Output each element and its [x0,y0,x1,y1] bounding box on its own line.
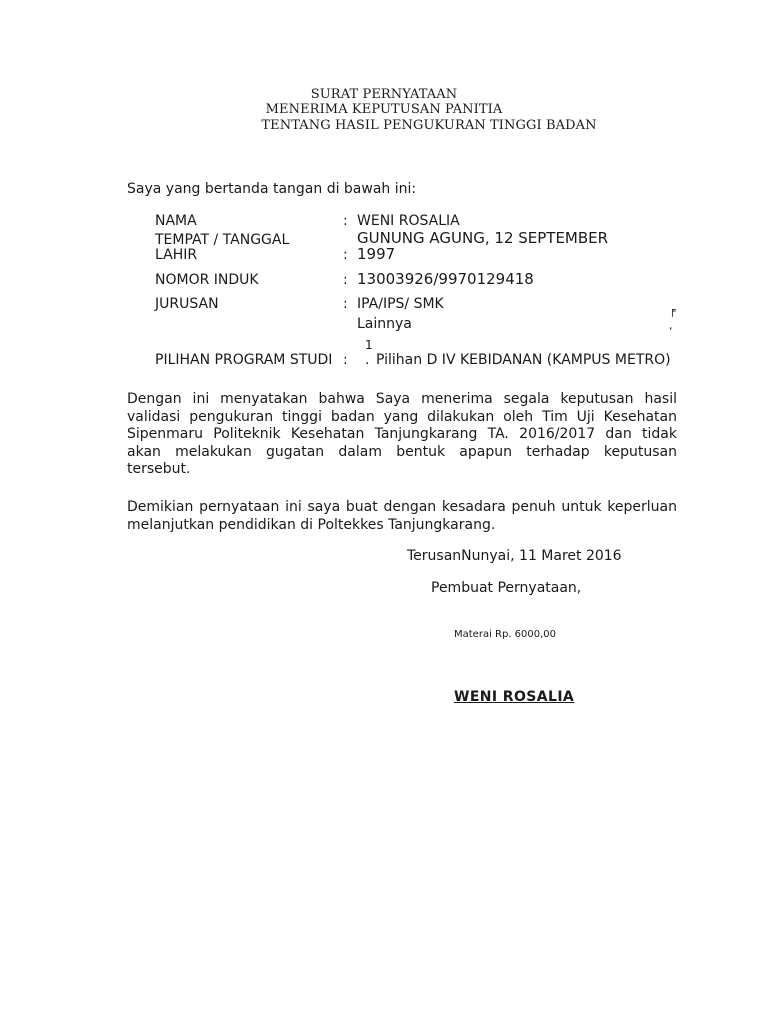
colon-pilihan: : [343,352,348,368]
value-ttl-2: 1997 [357,245,396,263]
pilihan-number: 1 [365,338,373,352]
colon-jurusan: : [343,296,348,312]
label-nomor-induk: NOMOR INDUK [155,272,259,288]
label-jurusan: JURUSAN [155,296,219,312]
colon-nama: : [343,213,348,229]
statement-line-5: tersebut. [127,461,191,477]
place-date: TerusanNunyai, 11 Maret 2016 [407,548,622,564]
statement-line-3: Sipenmaru Politeknik Kesehatan Tanjungkarang TA. 2016/2017 dan tidak [127,426,677,442]
value-nomor-induk: 13003926/9970129418 [357,270,534,288]
value-nama: WENI ROSALIA [357,213,460,229]
statement-line-1: Dengan ini menyatakan bahwa Saya menerima segala keputusan hasil [127,391,677,407]
statement-line-4: akan melakukan gugatan dalam bentuk apapun terhadap keputusan [127,443,677,460]
pilihan-dot: . [365,352,370,368]
label-ttl-2: LAHIR [155,247,198,263]
label-nama: NAMA [155,213,197,229]
statement-paragraph [127,391,677,479]
value-jurusan-1: IPA/IPS/ SMK [357,296,444,312]
stamp-duty-label: Materai Rp. 6000,00 [454,629,557,640]
maker-label: Pembuat Pernyataan, [431,580,582,596]
closing-paragraph [127,499,677,534]
title-line-1: SURAT PERNYATAAN [310,87,458,102]
value-pilihan: Pilihan D IV KEBIDANAN (KAMPUS METRO) [376,352,671,368]
value-ttl-1: GUNUNG AGUNG, 12 SEPTEMBER [357,229,609,247]
title-line-2: MENERIMA KEPUTUSAN PANITIA [265,102,503,117]
margin-mark-top: ╒ [669,304,676,317]
label-ttl-1: TEMPAT / TANGGAL [155,232,290,248]
closing-line-1: Demikian pernyataan ini saya buat dengan kesadara penuh untuk keperluan [127,499,677,515]
margin-mark-bottom: , [669,319,673,332]
closing-line-2: melanjutkan pendidikan di Poltekkes Tanjungkarang. [127,516,496,533]
signatory-name: WENI ROSALIA [454,689,575,705]
label-pilihan: PILIHAN PROGRAM STUDI [155,352,333,368]
value-jurusan-2: Lainnya [357,316,412,332]
colon-ttl: : [343,247,348,263]
colon-nomor-induk: : [343,272,348,288]
statement-line-2: validasi pengukuran tinggi badan yang dilakukan oleh Tim Uji Kesehatan [127,408,677,425]
title-line-3: TENTANG HASIL PENGUKURAN TINGGI BADAN [261,118,597,133]
intro-text: Saya yang bertanda tangan di bawah ini: [127,181,417,197]
